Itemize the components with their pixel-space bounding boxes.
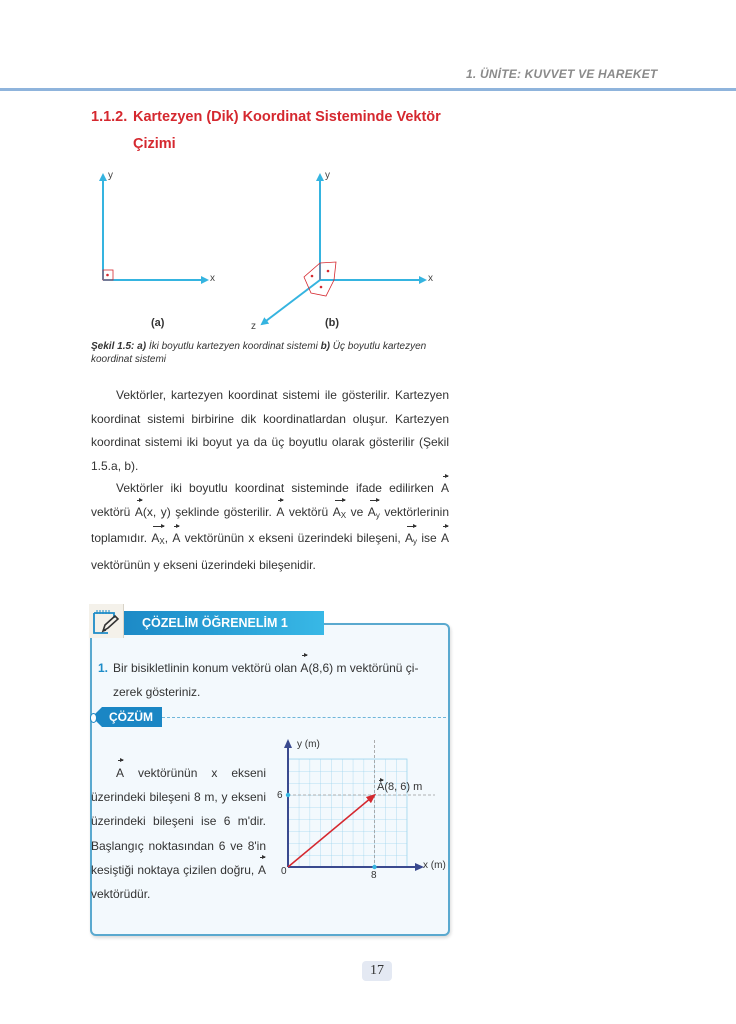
paragraph-1 xyxy=(91,384,449,478)
paragraph-1-text: Vektörler, kartezyen koordinat sistemi ile gösterilir. Kartezyen koordinat sistemi birbirine dik koordinatlardan oluşur. Kartezyen koordinat sistemi iki boyut ya da üç boyutlu olarak gösterilir (Şekil 1.5.a, b). xyxy=(91,388,449,473)
vector-a: A xyxy=(116,761,124,785)
x-tick-8 xyxy=(372,865,376,869)
question-number: 1. xyxy=(98,661,109,675)
question-1 xyxy=(98,656,443,704)
p2-text: (x, y) xyxy=(142,504,171,519)
vector-ax: $A_X$ xyxy=(151,527,164,554)
caption-b-text: Üç boyutlu kartezyen koordinat sistemi xyxy=(91,341,427,365)
section-title-line2: Çizimi xyxy=(133,136,176,152)
caption-prefix: Şekil 1.5: xyxy=(91,341,135,352)
example-tab-label: ÇÖZELİM ÖĞRENELİM 1 xyxy=(142,616,288,630)
caption-a-text: İki boyutlu kartezyen koordinat sistemi xyxy=(146,341,321,352)
p2-text: ise xyxy=(417,531,441,545)
caption-a-tag: a) xyxy=(137,341,147,352)
vector-a: A xyxy=(135,501,143,525)
p2-text: vektörünün y ekseni üzerindeki bileşenidir. xyxy=(91,557,316,572)
p2-text: , xyxy=(164,531,173,545)
fig-a-label: (a) xyxy=(151,317,165,329)
vector-ay: $A_y$ xyxy=(405,527,417,554)
section-title-line1: Kartezyen (Dik) Koordinat Sisteminde Vektör xyxy=(133,109,441,125)
p2-text: vektörlerinin toplamıdır. xyxy=(91,504,450,545)
p2-text: ve xyxy=(346,504,368,519)
page-number: 17 xyxy=(362,961,392,981)
chart-origin-0: 0 xyxy=(281,866,287,877)
solution-divider xyxy=(162,717,446,718)
caption-b-tag: b) xyxy=(320,341,331,352)
notebook-pencil-icon xyxy=(89,604,124,638)
fig-a-y-label: y xyxy=(108,170,113,181)
chart-vector-annotation: A(8, 6) m xyxy=(377,781,423,793)
solution-tab-ring-icon xyxy=(90,713,97,723)
figure-b-3d-axes xyxy=(262,175,425,324)
fig-b-z-label: z xyxy=(251,321,256,332)
p2-text: şeklinde gösterilir. xyxy=(170,504,277,519)
vector-a: A xyxy=(441,527,449,551)
solution-text-end: vektörüdür. xyxy=(91,887,151,902)
p2-text: vektörü xyxy=(284,504,333,519)
p2-text: Vektörler iki boyutlu koordinat sisteminde ifade edilirken xyxy=(116,481,441,495)
chart-y-tick-6: 6 xyxy=(277,790,283,801)
chart-x-tick-8: 8 xyxy=(371,870,377,881)
p2-text: vektörünün x ekseni üzerindeki bileşeni, xyxy=(180,531,406,545)
vector-a: A xyxy=(377,781,385,793)
vector-ax: $A_X$ xyxy=(333,501,346,528)
figure-a-2d-axes xyxy=(103,175,207,280)
vector-a: A xyxy=(300,656,308,680)
fig-b-y-label: y xyxy=(325,170,330,181)
question-text: Bir bisikletlinin konum vektörü olan xyxy=(113,661,301,675)
chart-y-label: y (m) xyxy=(297,739,320,750)
paragraph-2: Vektörler iki boyutlu koordinat sisteminde ifade edilirken A vektörü A(x, y) şeklinde gösterilir. A vektörü $A_X$ ve $A_y$ vektörlerinin toplamıdır. $A_X$, A vektörünün x ekseni üzerindeki bileşeni, $A_y$ ise A vektörünün y ekseni üzerindeki bileşenidir. xyxy=(91,477,449,577)
figure-caption xyxy=(91,340,451,366)
unit-header: 1. ÜNİTE: KUVVET VE HAREKET xyxy=(466,67,658,81)
fig-b-label: (b) xyxy=(325,317,340,329)
question-text: (8,6) m vektörünü çi- xyxy=(308,661,419,675)
chart-grid xyxy=(288,759,407,867)
fig-a-x-label: x xyxy=(210,273,215,284)
vector-a: A xyxy=(276,501,284,525)
vector-a: A xyxy=(441,477,449,501)
vector-ay: $A_y$ xyxy=(368,501,380,528)
solution-label: ÇÖZÜM xyxy=(109,710,153,724)
fig-b-x-label: x xyxy=(428,273,433,284)
vector-a: A xyxy=(258,858,266,882)
solution-text-body: vektörünün x ekseni üzerindeki bileşeni 8 m, y ekseni üzerindeki bileşeni ise 6 m'dir. Başlangıç noktasından 6 ve 8'in kesiştiği noktaya çizilen doğru, xyxy=(91,766,266,877)
vector-a: A xyxy=(172,527,180,551)
chart-x-label: x (m) xyxy=(423,860,446,871)
question-text-line2: zerek gösteriniz. xyxy=(113,685,201,699)
solution-text xyxy=(91,761,266,906)
section-number: 1.1.2. xyxy=(91,109,128,125)
y-tick-6 xyxy=(286,793,290,797)
